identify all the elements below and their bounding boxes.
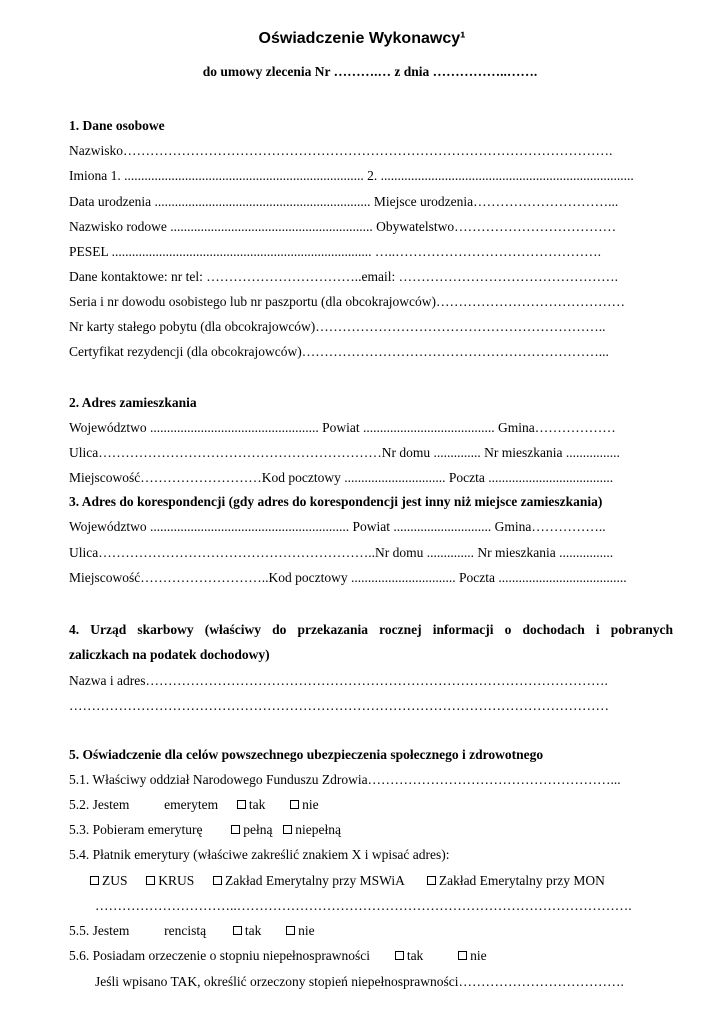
field-stopien-niepelnosprawnosci[interactable]: Jeśli wpisano TAK, określić orzeczony stopień niepełnosprawności………………………………. [95,974,624,989]
label-niepelna: niepełną [295,822,341,837]
field-nfz[interactable]: 5.1. Właściwy oddział Narodowego Funduszu Zdrowia………………………………………………... [69,772,621,787]
checkbox-mswia[interactable] [213,876,222,885]
checkbox-krus[interactable] [146,876,155,885]
section-2-heading: 2. Adres zamieszkania [69,395,197,410]
label-pelna: pełną [243,822,273,837]
checkbox-pelna[interactable] [231,825,240,834]
field-nazwisko[interactable]: Nazwisko………………………………………………………………………………………………. [69,143,613,158]
section-5-heading: 5. Oświadczenie dla celów powszechnego ubezpieczenia społecznego i zdrowotnego [69,747,544,762]
checkbox-zus[interactable] [90,876,99,885]
label-5-6: 5.6. Posiadam orzeczenie o stopniu niepełnosprawności [69,948,371,963]
label-mswia: Zakład Emerytalny przy MSWiA [225,873,405,888]
label-tak: tak [406,948,424,963]
label-5-5: 5.5. Jestem [69,923,130,938]
row-5-3 [69,821,673,839]
checkbox-rencista-tak[interactable] [233,926,242,935]
checkbox-mon[interactable] [427,876,436,885]
label-krus: KRUS [158,873,195,888]
section-4-heading-cont: zaliczkach na podatek dochodowy) [69,647,270,662]
row-5-4-options [90,872,673,890]
field-paszport[interactable]: Seria i nr dowodu osobistego lub nr paszportu (dla obcokrajowców)…………………………………… [69,294,626,309]
label-5-4: 5.4. Płatnik emerytury (właściwe zakreślić znakiem X i wpisać adres): [69,847,450,862]
section-3-heading: 3. Adres do korespondencji (gdy adres do korespondencji jest inny niż miejsce zamieszkania) [69,494,603,509]
field-urzad-nazwa[interactable]: Nazwa i adres…………………………………………………………………………………………. [69,673,608,688]
label-tak: tak [244,923,262,938]
label-nie: nie [298,923,315,938]
section-4-heading: 4. Urząd skarbowy (właściwy do przekazania rocznej informacji o dochodach i pobranych [69,622,673,637]
field-miejscowosc[interactable]: Miejscowość………………………Kod pocztowy .............................. Poczta ..................................... [69,470,614,485]
section-1-heading: 1. Dane osobowe [69,118,165,133]
field-ulica[interactable]: Ulica………………………………………………………Nr domu .............. Nr mieszkania ................ [69,445,620,460]
label-5-3: 5.3. Pobieram emeryturę [69,822,203,837]
field-karta-pobytu[interactable]: Nr karty stałego pobytu (dla obcokrajowców)……………………………………………………….. [69,319,606,334]
row-5-6 [69,947,673,965]
label-nie: nie [470,948,487,963]
label-tak: tak [248,797,266,812]
label-nie: nie [302,797,319,812]
checkbox-emeryt-nie[interactable] [290,800,299,809]
label-5-2: 5.2. Jestem [69,797,130,812]
checkbox-rencista-nie[interactable] [286,926,295,935]
label-mon: Zakład Emerytalny przy MON [438,873,605,888]
field-pesel[interactable]: PESEL ............................................................................. …..………………………………………. [69,244,602,259]
checkbox-orzeczenie-tak[interactable] [395,951,404,960]
checkbox-niepelna[interactable] [283,825,292,834]
row-5-5 [69,922,673,940]
row-5-2 [69,796,673,814]
field-dane-kontaktowe[interactable]: Dane kontaktowe: nr tel: ……………………………..email: …………………………………………. [69,269,618,284]
field-nazwisko-rodowe[interactable]: Nazwisko rodowe ............................................................ Obywatelstwo……………………………… [69,219,617,234]
field-kor-miejscowosc[interactable]: Miejscowość………………………..Kod pocztowy ............................... Poczta ...................................... [69,570,627,585]
field-urzad-adres[interactable]: ………………………………………………………………………………………………………… [69,698,609,713]
field-imiona[interactable]: Imiona 1. ....................................................................... 2. ........................................................................... [69,168,634,183]
label-rencista: rencistą [164,923,207,938]
field-data-urodzenia[interactable]: Data urodzenia ................................................................ Miejsce urodzenia…………………………... [69,194,619,209]
checkbox-orzeczenie-nie[interactable] [458,951,467,960]
label-zus: ZUS [102,873,128,888]
label-emerytem: emerytem [164,797,219,812]
field-platnik-adres[interactable]: …………………………..……………………………………………………………………………. [95,898,632,913]
document-title: Oświadczenie Wykonawcy¹ [258,30,466,47]
document-subtitle: do umowy zlecenia Nr ……….… z dnia ……………..……. [202,64,538,79]
field-kor-wojewodztwo[interactable]: Województwo ........................................................... Powiat ............................. Gmina…………….. [69,519,606,534]
field-kor-ulica[interactable]: Ulica……………………………………………………..Nr domu .............. Nr mieszkania ................ [69,545,614,560]
field-certyfikat-rezydencji[interactable]: Certyfikat rezydencji (dla obcokrajowców)…………………………………………………………... [69,344,609,359]
field-wojewodztwo[interactable]: Województwo .................................................. Powiat ....................................... Gmina……………… [69,420,616,435]
checkbox-emeryt-tak[interactable] [237,800,246,809]
